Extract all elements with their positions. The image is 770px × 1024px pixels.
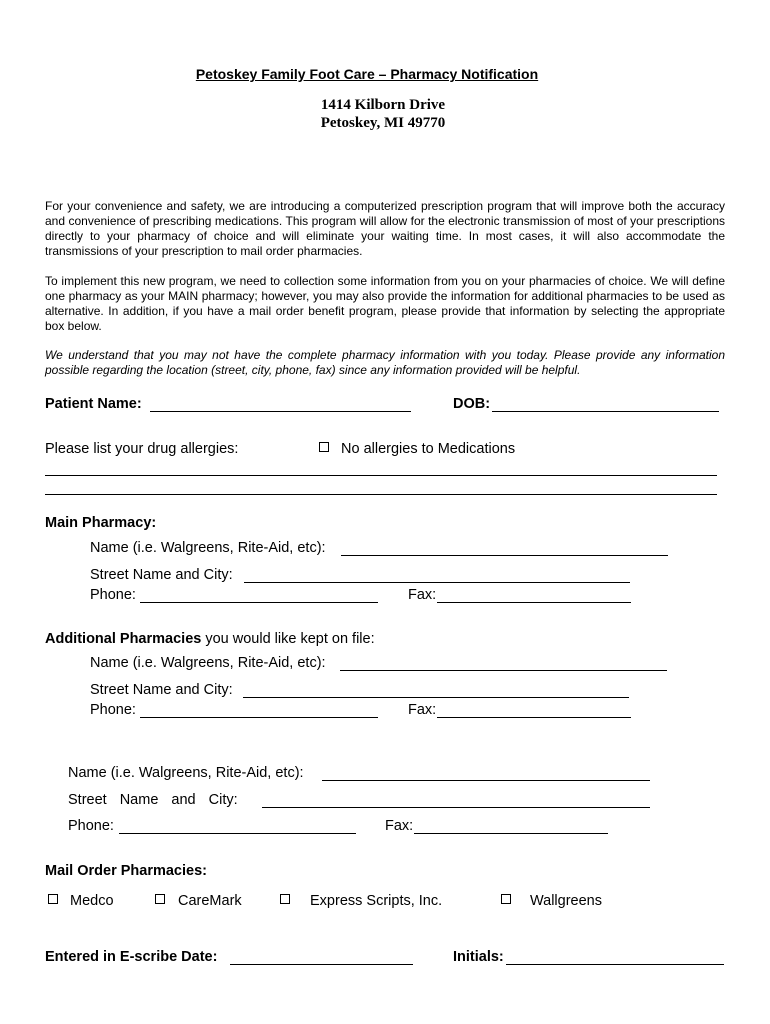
- additional-1-name-label: Name (i.e. Walgreens, Rite-Aid, etc):: [90, 655, 326, 671]
- express-scripts-label: Express Scripts, Inc.: [310, 893, 443, 909]
- main-pharmacy-name-field[interactable]: [341, 555, 668, 556]
- additional-2-phone-label: Phone:: [68, 818, 114, 834]
- additional-2-name-field[interactable]: [322, 780, 650, 781]
- escribe-date-field[interactable]: [230, 964, 413, 965]
- initials-label: Initials:: [453, 949, 504, 965]
- additional-2-name-label: Name (i.e. Walgreens, Rite-Aid, etc):: [68, 765, 304, 781]
- additional-1-street-field[interactable]: [243, 697, 629, 698]
- additional-2-street-label: Street Name and City:: [68, 792, 238, 808]
- additional-1-street-label: Street Name and City:: [90, 682, 233, 698]
- form-title: Petoskey Family Foot Care – Pharmacy Notification: [195, 66, 539, 82]
- intro-paragraph-2: To implement this new program, we need to collection some information from you on your pharmacies of choice. We will define one pharmacy as your MAIN pharmacy; however, you may also provide the information for additional pharmacies to be used as alternative. In addition, if you have a mail order benefit program, please provide that information by selecting the appropriate box below.: [45, 274, 725, 333]
- additional-2-phone-field[interactable]: [119, 833, 356, 834]
- intro-paragraph-3: We understand that you may not have the complete pharmacy information with you today. Please provide any information possible regarding the location (street, city, phone, fax) since any information provided will be helpful.: [45, 348, 725, 377]
- express-scripts-checkbox[interactable]: [280, 894, 290, 904]
- additional-pharmacies-heading-bold: Additional Pharmacies: [45, 631, 202, 647]
- wallgreens-checkbox[interactable]: [501, 894, 511, 904]
- wallgreens-label: Wallgreens: [530, 893, 602, 909]
- main-pharmacy-phone-label: Phone:: [90, 587, 136, 603]
- caremark-checkbox[interactable]: [155, 894, 165, 904]
- main-pharmacy-name-label: Name (i.e. Walgreens, Rite-Aid, etc):: [90, 540, 326, 556]
- medco-checkbox[interactable]: [48, 894, 58, 904]
- main-pharmacy-street-field[interactable]: [244, 582, 630, 583]
- additional-pharmacies-heading-rest: you would like kept on file:: [201, 631, 375, 647]
- allergies-label: Please list your drug allergies:: [45, 441, 239, 457]
- medco-label: Medco: [70, 893, 114, 909]
- patient-name-field[interactable]: [150, 411, 411, 412]
- allergies-line-1[interactable]: [45, 475, 717, 476]
- main-pharmacy-heading: Main Pharmacy:: [45, 515, 157, 531]
- no-allergies-label: No allergies to Medications: [341, 441, 516, 457]
- intro-paragraph-1: For your convenience and safety, we are introducing a computerized prescription program that will improve both the accuracy and convenience of prescribing medications. This program will allow for the electronic transmission of most of your prescriptions directly to your pharmacy of choice and will eliminate your waiting time. In most cases, it will also accommodate the transmissions of your prescription to mail order pharmacies.: [45, 199, 725, 258]
- main-pharmacy-street-label: Street Name and City:: [90, 567, 233, 583]
- additional-1-fax-label: Fax:: [408, 702, 437, 718]
- main-pharmacy-phone-field[interactable]: [140, 602, 378, 603]
- address-line-2: Petoskey, MI 49770: [320, 115, 446, 131]
- additional-1-fax-field[interactable]: [437, 717, 631, 718]
- escribe-date-label: Entered in E-scribe Date:: [45, 949, 218, 965]
- additional-pharmacies-heading: [45, 631, 375, 647]
- dob-label: DOB:: [453, 396, 491, 412]
- address-line-1: 1414 Kilborn Drive: [320, 97, 446, 113]
- mail-order-heading: Mail Order Pharmacies:: [45, 863, 207, 879]
- dob-field[interactable]: [492, 411, 719, 412]
- main-pharmacy-fax-field[interactable]: [437, 602, 631, 603]
- initials-field[interactable]: [506, 964, 724, 965]
- patient-name-label: Patient Name:: [45, 396, 142, 412]
- additional-2-fax-field[interactable]: [414, 833, 608, 834]
- caremark-label: CareMark: [178, 893, 242, 909]
- no-allergies-checkbox[interactable]: [319, 442, 329, 452]
- additional-1-phone-label: Phone:: [90, 702, 136, 718]
- additional-2-fax-label: Fax:: [385, 818, 414, 834]
- additional-1-phone-field[interactable]: [140, 717, 378, 718]
- additional-2-street-field[interactable]: [262, 807, 650, 808]
- allergies-line-2[interactable]: [45, 494, 717, 495]
- main-pharmacy-fax-label: Fax:: [408, 587, 437, 603]
- additional-1-name-field[interactable]: [340, 670, 667, 671]
